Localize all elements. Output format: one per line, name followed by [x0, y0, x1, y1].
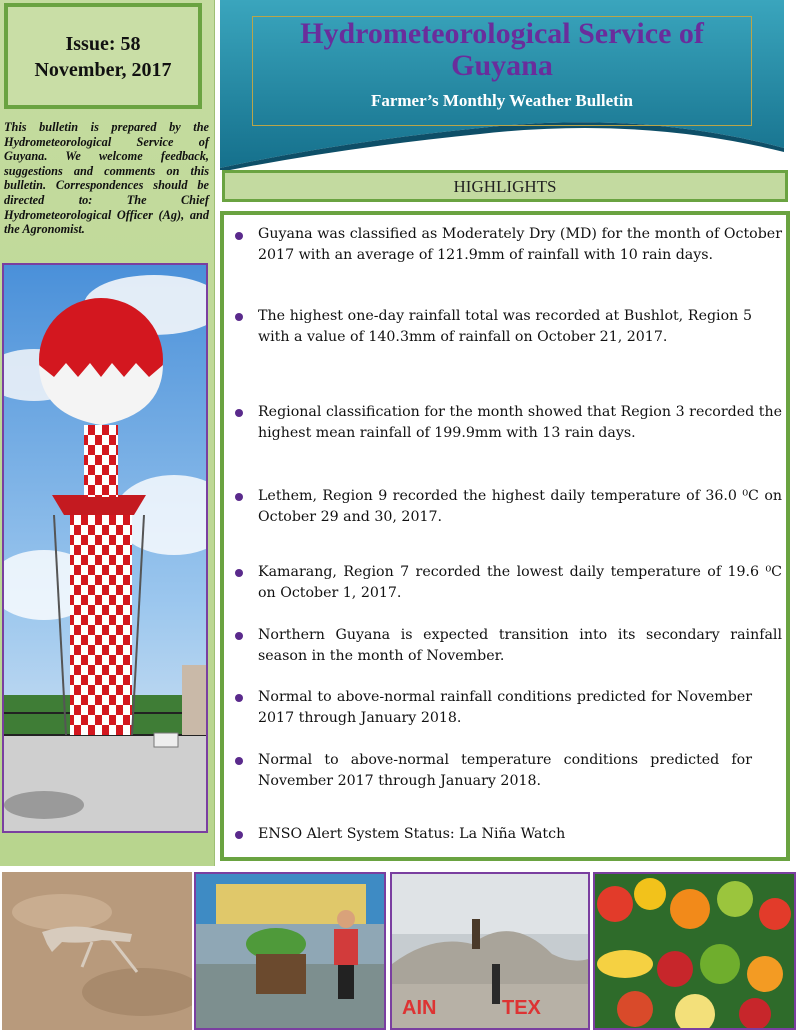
flooded-market-photo: [194, 872, 386, 1030]
radar-tower-illustration: [4, 265, 206, 831]
bullet-icon: [235, 493, 243, 501]
fruit-vegetable-photo: [593, 872, 796, 1030]
issue-date: November, 2017: [34, 59, 172, 81]
bullet-icon: [235, 313, 243, 321]
highlight-item-9: ENSO Alert System Status: La Niña Watch: [258, 826, 566, 842]
highlight-item-5: Kamarang, Region 7 recorded the lowest daily temperature of 19.6 ⁰C on October 1, 2017.: [258, 564, 782, 601]
highlight-item-2: The highest one-day rainfall total was recorded at Bushlot, Region 5 with a value of 140.3mm of rainfall on October 21, 2017.: [258, 308, 752, 345]
drought-animal-photo: [2, 872, 192, 1030]
highlight-item-4: Lethem, Region 9 recorded the highest daily temperature of 36.0 ⁰C on October 29 and 30, 2017.: [258, 488, 782, 525]
intro-text: This bulletin is prepared by the Hydrometeorological Service of Guyana. We welcome feedback, suggestions and comments on this bulletin. Correspondences should be directed to: The Chief Hydrometeorological Officer (Ag), and the Agronomist.: [4, 120, 209, 237]
produce-illustration: [595, 874, 794, 1028]
bullet-icon: [235, 632, 243, 640]
page-subtitle: Farmer’s Monthly Weather Bulletin: [370, 91, 634, 110]
drought-illustration: [2, 872, 192, 1030]
bullet-icon: [235, 569, 243, 577]
highlight-item-3: Regional classification for the month showed that Region 3 recorded the highest mean rainfall of 199.9mm with 13 rain days.: [258, 404, 782, 441]
highlights-heading: HIGHLIGHTS: [222, 170, 788, 202]
page-title: Hydrometeorological Service of Guyana: [300, 17, 704, 82]
bullet-icon: [235, 694, 243, 702]
bullet-icon: [235, 831, 243, 839]
flood-illustration: [196, 874, 384, 1028]
svg-text:TEX: TEX: [502, 997, 541, 1019]
highlight-item-8: Normal to above-normal temperature conditions predicted for November 2017 through January 2018.: [258, 752, 752, 789]
bullet-icon: [235, 232, 243, 240]
highlight-item-1: Guyana was classified as Moderately Dry (MD) for the month of October 2017 with an average of 121.9mm of rainfall with 10 rain days.: [258, 226, 782, 263]
issue-number: Issue: 58: [65, 33, 141, 55]
issue-box: [4, 3, 202, 109]
highlight-item-6: Northern Guyana is expected transition into its secondary rainfall season in the month of November.: [258, 627, 782, 664]
highlight-item-7: Normal to above-normal rainfall conditions predicted for November 2017 through January 2018.: [258, 689, 752, 726]
radar-tower-photo: [2, 263, 208, 833]
bullet-icon: [235, 757, 243, 765]
seawall-illustration: [392, 874, 588, 1028]
bullet-icon: [235, 409, 243, 417]
seawall-waves-photo: [390, 872, 590, 1030]
svg-text:AIN: AIN: [402, 997, 437, 1019]
